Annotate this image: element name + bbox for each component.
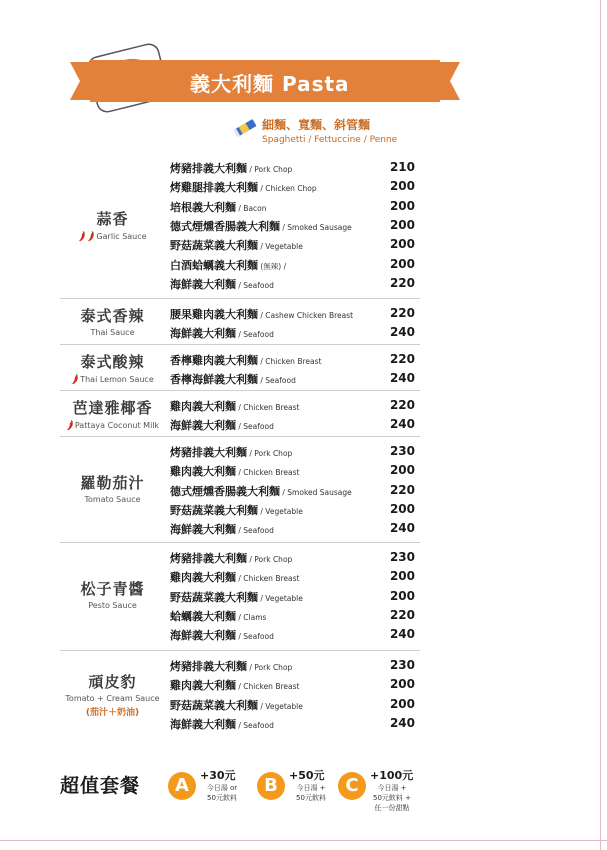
item-price: 200 [389,588,415,603]
item-name-zh: 雞肉義大利麵 [170,465,236,479]
noodle-types-zh: 細麵、寬麵、斜管麵 [262,118,371,132]
item-name-en: / Seafood [236,330,274,340]
set-option-badge: A [168,772,196,800]
chili-pepper-icon [71,374,79,385]
item-name-zh: 香檸雞肉義大利麵 [170,354,258,367]
sauce-name-en-text: Pattaya Coconut Milk [74,421,160,431]
item-name-zh: 野菇蔬菜義大利麵 [170,239,258,253]
menu-section [60,350,420,389]
item-name-zh: 烤豬排義大利麵 [170,552,247,565]
item-name-en: / Seafood [236,526,274,536]
item-name-zh: 雞肉義大利麵 [170,400,236,413]
item-name-zh: 蛤蠣義大利麵 [170,609,236,623]
item-name-en: (無辣) / [258,261,287,271]
item-price: 240 [389,627,415,642]
item-price: 200 [389,463,415,478]
menu-item-row [170,695,415,713]
item-price: 230 [389,444,415,458]
sauce-name-en-text: Tomato Sauce [84,495,141,505]
item-price: 240 [389,417,415,432]
item-name-zh: 烤豬排義大利麵 [170,660,247,673]
item-name-en: / Seafood [236,632,274,642]
sauce-name-en [60,495,165,504]
menu-section [60,396,420,435]
set-meal-title: 超值套餐 [60,775,141,797]
menu-item-row [170,587,415,605]
sauce-name-zh: 泰式香辣 [80,307,145,326]
set-option-description-line: 今日湯 + [296,784,326,792]
chili-pepper-icon [66,420,74,431]
item-name-en: / Bacon [236,203,267,213]
item-price: 240 [389,325,415,340]
chili-pepper-icon [87,231,95,242]
item-name-en: / Chicken Breast [236,682,300,692]
sauce-label [60,671,165,718]
item-price: 220 [389,398,415,412]
section-divider [60,650,420,651]
item-name-en: / Vegetable [258,506,303,516]
menu-item-row [170,235,415,253]
menu-section [60,442,420,539]
item-name-zh: 腰果雞肉義大利麵 [170,308,258,321]
sauce-name-zh: 松子青醬 [80,580,145,599]
menu-item-row [170,656,415,674]
set-option-description [287,783,335,803]
set-option-description [368,783,416,813]
sauce-name-zh: 羅勒茄汁 [80,474,145,493]
sauce-name-en [60,601,165,610]
item-name-zh: 德式煙燻香腸義大利麵 [170,484,280,498]
item-price: 220 [389,607,415,622]
set-option-badge: B [257,772,285,800]
item-name-zh: 雞肉義大利麵 [170,679,236,693]
sauce-name-en [60,231,165,242]
page-title: 義大利麵 Pasta [190,72,350,96]
menu-item-row [170,625,415,643]
item-price: 200 [389,569,415,584]
sauce-label [60,208,165,242]
item-price: 200 [389,198,415,213]
item-name-en: / Seafood [258,376,296,386]
item-name-zh: 海鮮義大利麵 [170,327,236,341]
menu-item-row [170,500,415,518]
item-price: 220 [389,275,415,290]
item-name-en: / Seafood [236,720,274,730]
item-name-zh: 雞肉義大利麵 [170,571,236,585]
sauce-label [60,397,165,431]
menu-item-row [170,304,415,322]
item-name-en: / Clams [236,612,267,622]
menu-item-row [170,177,415,195]
item-name-en: / Seafood [236,280,274,290]
menu-item-row [170,158,415,176]
item-name-zh: 海鮮義大利麵 [170,523,236,537]
item-name-zh: 德式煙燻香腸義大利麵 [170,219,280,233]
section-divider [60,436,420,437]
item-price: 240 [389,715,415,730]
item-name-zh: 白酒蛤蠣義大利麵 [170,258,258,272]
item-price: 220 [389,482,415,497]
sauce-name-en [60,374,165,385]
noodle-types [262,116,397,145]
section-divider [60,542,420,543]
item-price: 210 [389,160,415,174]
menu-item-row [170,442,415,460]
item-name-zh: 海鮮義大利麵 [170,717,236,731]
menu-item-row [170,255,415,273]
item-price: 200 [389,677,415,692]
item-price: 200 [389,256,415,271]
sauce-label [60,578,165,610]
item-name-zh: 烤豬排義大利麵 [170,162,247,175]
menu-item-row [170,415,415,433]
item-name-zh: 香檸海鮮義大利麵 [170,373,258,387]
set-option-description-line: 任一份甜點 [374,804,410,812]
item-name-en: / Pork Chop [247,555,293,564]
sauce-label [60,305,165,337]
item-price: 240 [389,371,415,386]
item-name-zh: 烤豬排義大利麵 [170,446,247,459]
menu-item-row [170,216,415,234]
item-name-en: / Chicken Breast [236,403,300,412]
set-option-description-line: 50元飲料 [296,794,326,802]
item-name-zh: 海鮮義大利麵 [170,419,236,433]
item-name-en: / Pork Chop [247,449,293,458]
menu-item-row [170,197,415,215]
sauce-name-en [60,420,165,431]
sauce-name-zh: 蒜香 [96,209,129,228]
set-option-description-line: 50元飲料 + [373,794,411,802]
set-option-description [198,783,246,803]
item-name-en: / Chicken Breast [236,468,300,478]
item-name-zh: 野菇蔬菜義大利麵 [170,503,258,517]
chili-pepper-icon [78,231,86,242]
sauce-name-en-text: Tomato + Cream Sauce [65,693,160,703]
item-name-zh: 烤雞腿排義大利麵 [170,181,258,195]
menu-item-row [170,369,415,387]
sauce-name-en-text: Thai Lemon Sauce [80,375,154,385]
item-name-en: / Smoked Sausage [280,222,352,232]
item-price: 200 [389,501,415,516]
menu-item-row [170,396,415,414]
item-name-en: / Chicken Breast [236,574,300,584]
menu-section [60,548,420,645]
item-name-en: / Vegetable [258,242,303,252]
pasta-package-icon [232,116,258,140]
set-option-description-line: 今日湯 + [377,784,407,792]
menu-item-row [170,519,415,537]
menu-item-row [170,481,415,499]
set-option-description-line: 今日湯 or [206,784,238,792]
item-name-en: / Vegetable [258,593,303,603]
menu-item-row [170,323,415,341]
item-price: 240 [389,521,415,536]
sauce-name-zh: 頑皮豹 [88,672,137,691]
sauce-label [60,351,165,385]
menu-item-row [170,548,415,566]
menu-section [60,304,420,343]
sauce-name-en-text: Garlic Sauce [96,231,147,241]
section-divider [60,344,420,345]
set-option-badge: C [338,772,366,800]
menu-section [60,158,420,293]
item-name-zh: 海鮮義大利麵 [170,629,236,643]
item-price: 220 [389,306,415,320]
item-price: 230 [389,550,415,564]
item-price: 230 [389,658,415,672]
item-name-en: / Vegetable [258,701,303,711]
section-divider [60,298,420,299]
menu-item-row [170,567,415,585]
set-option-price: +100元 [370,769,414,782]
set-option-description-line: 50元飲料 [207,794,237,802]
item-price: 200 [389,179,415,194]
item-name-en: / Pork Chop [247,663,293,672]
page-border [600,0,601,850]
sauce-name-zh: 泰式酸辣 [80,353,145,372]
menu-item-row [170,461,415,479]
item-name-en: / Chicken Breast [258,357,322,366]
item-price: 200 [389,217,415,232]
item-name-en: / Seafood [236,422,274,432]
set-option-price: +30元 [200,769,236,782]
item-name-zh: 野菇蔬菜義大利麵 [170,590,258,604]
item-name-zh: 野菇蔬菜義大利麵 [170,698,258,712]
page-border [0,840,607,841]
sauce-name-zh: 芭達雅椰香 [72,399,153,418]
sauce-name-en-text: Thai Sauce [90,328,135,338]
sauce-name-en [60,328,165,337]
item-name-en: / Smoked Sausage [280,487,352,497]
item-name-en: / Pork Chop [247,165,293,174]
item-price: 220 [389,352,415,366]
sauce-note: (茄汁＋奶油) [85,707,140,718]
menu-item-row [170,274,415,292]
title-banner [70,60,460,104]
section-divider [60,390,420,391]
menu-item-row [170,350,415,368]
set-option-price: +50元 [289,769,325,782]
item-name-zh: 海鮮義大利麵 [170,277,236,291]
item-name-en: / Chicken Chop [258,184,317,194]
item-name-zh: 培根義大利麵 [170,200,236,214]
menu-section [60,656,420,733]
item-price: 200 [389,237,415,252]
item-name-en: / Cashew Chicken Breast [258,311,354,320]
sauce-label [60,472,165,504]
sauce-name-en [60,694,165,703]
menu-item-row [170,675,415,693]
noodle-types-en: Spaghetti / Fettuccine / Penne [262,135,398,145]
menu-item-row [170,714,415,732]
sauce-name-en-text: Pesto Sauce [88,601,137,611]
item-price: 200 [389,696,415,711]
menu-item-row [170,606,415,624]
